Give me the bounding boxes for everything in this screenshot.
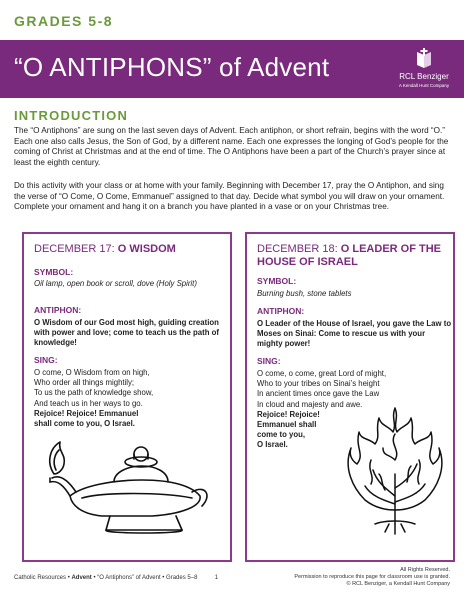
publisher-logo	[392, 48, 456, 94]
book-cross-icon	[414, 48, 434, 70]
footer-series: Catholic Resources •	[14, 575, 70, 581]
page-title: “O ANTIPHONS” of Advent	[14, 52, 330, 82]
sing-line: O come, O Wisdom from on high,	[34, 368, 150, 377]
card-date: DECEMBER 17:	[34, 243, 115, 255]
sing-line: And teach us in her ways to go.	[34, 398, 143, 408]
footer-right	[270, 567, 450, 588]
sing-line: Who order all things mightily;	[34, 378, 135, 388]
sing-label: SING:	[34, 355, 58, 365]
antiphon-label: ANTIPHON:	[257, 306, 305, 316]
logo-subtitle: A Kendall Hunt Company	[398, 83, 450, 88]
refrain-line: O Israel.	[257, 440, 288, 450]
intro-paragraph-1: The “O Antiphons” are sung on the last seven days of Advent. Each antiphon, or short refrain, begins with the word “O.” Each one also calls Jesus, the Son of God, by a different name. Each one expresses the longing of God’s people for the coming of Christ at Christmas and at the end of time. The O Antiphons have been a part of the Church’s prayer since at least the eighth century.	[14, 126, 449, 167]
card-o-wisdom	[22, 232, 232, 562]
copyright-text: © RCL Benziger, a Kendall Hunt Company	[346, 581, 450, 587]
card-date: DECEMBER 18:	[257, 243, 338, 255]
card-title	[34, 243, 229, 256]
sing-line: To us the path of knowledge show,	[34, 388, 154, 398]
footer-season: Advent	[71, 575, 92, 581]
page-number: 1	[214, 575, 219, 581]
rights-text: All Rights Reserved.	[400, 567, 450, 573]
symbol-text: Burning bush, stone tablets	[257, 289, 352, 298]
refrain-line: come to you,	[257, 430, 306, 440]
antiphon-text: O Leader of the House of Israel, you gave the Law to Moses on Sinai: Come to rescue us with your mighty power!	[257, 319, 452, 349]
refrain-line: Emmanuel shall	[257, 420, 317, 430]
grade-band	[0, 0, 464, 40]
antiphon-text: O Wisdom of our God most high, guiding creation with power and love; come to teach us the path of knowledge!	[34, 318, 219, 348]
refrain-line: shall come to you, O Israel.	[34, 419, 135, 429]
burning-bush-icon	[345, 404, 445, 554]
refrain-line: Rejoice! Rejoice! Emmanuel	[34, 408, 139, 418]
title-band	[0, 40, 464, 98]
card-name: O WISDOM	[117, 243, 176, 255]
sing-verse	[34, 368, 229, 429]
footer-title: • “O Antiphons” of Advent • Grades 5–8	[93, 575, 198, 581]
intro-paragraph-2: Do this activity with your class or at home with your family. Beginning with December 17, pray the O Antiphon, and sing the verse of “O Come, O Come, Emmanuel” assigned to that day. Decide what symbol you will draw on your ornament. Complete your ornament and hang it on a branch you have planted in a vase or on your Christmas tree.	[14, 181, 445, 212]
sing-line: Who to your tribes on Sinai’s height	[257, 379, 380, 389]
logo-name: RCL Benziger	[399, 72, 449, 81]
grade-label: GRADES 5-8	[14, 13, 114, 29]
card-o-leader	[245, 232, 455, 562]
card-title	[257, 243, 452, 269]
intro-heading: INTRODUCTION	[14, 108, 129, 123]
permission-text: Permission to reproduce this page for classroom use is granted.	[294, 574, 450, 580]
antiphon-label: ANTIPHON:	[34, 305, 82, 315]
symbol-text: Oil lamp, open book or scroll, dove (Holy Spirit)	[34, 279, 197, 288]
symbol-label: SYMBOL:	[257, 276, 297, 286]
refrain-line: Rejoice! Rejoice!	[257, 409, 320, 419]
footer-left	[14, 575, 218, 581]
sing-line: In ancient times once gave the Law	[257, 389, 380, 399]
oil-lamp-icon	[42, 434, 212, 554]
sing-line: O come, o come, great Lord of might,	[257, 369, 387, 378]
sing-line: In cloud and majesty and awe.	[257, 399, 363, 409]
symbol-label: SYMBOL:	[34, 267, 74, 277]
sing-label: SING:	[257, 356, 281, 366]
card-name: O LEADER OF THE HOUSE OF ISRAEL	[257, 243, 441, 268]
